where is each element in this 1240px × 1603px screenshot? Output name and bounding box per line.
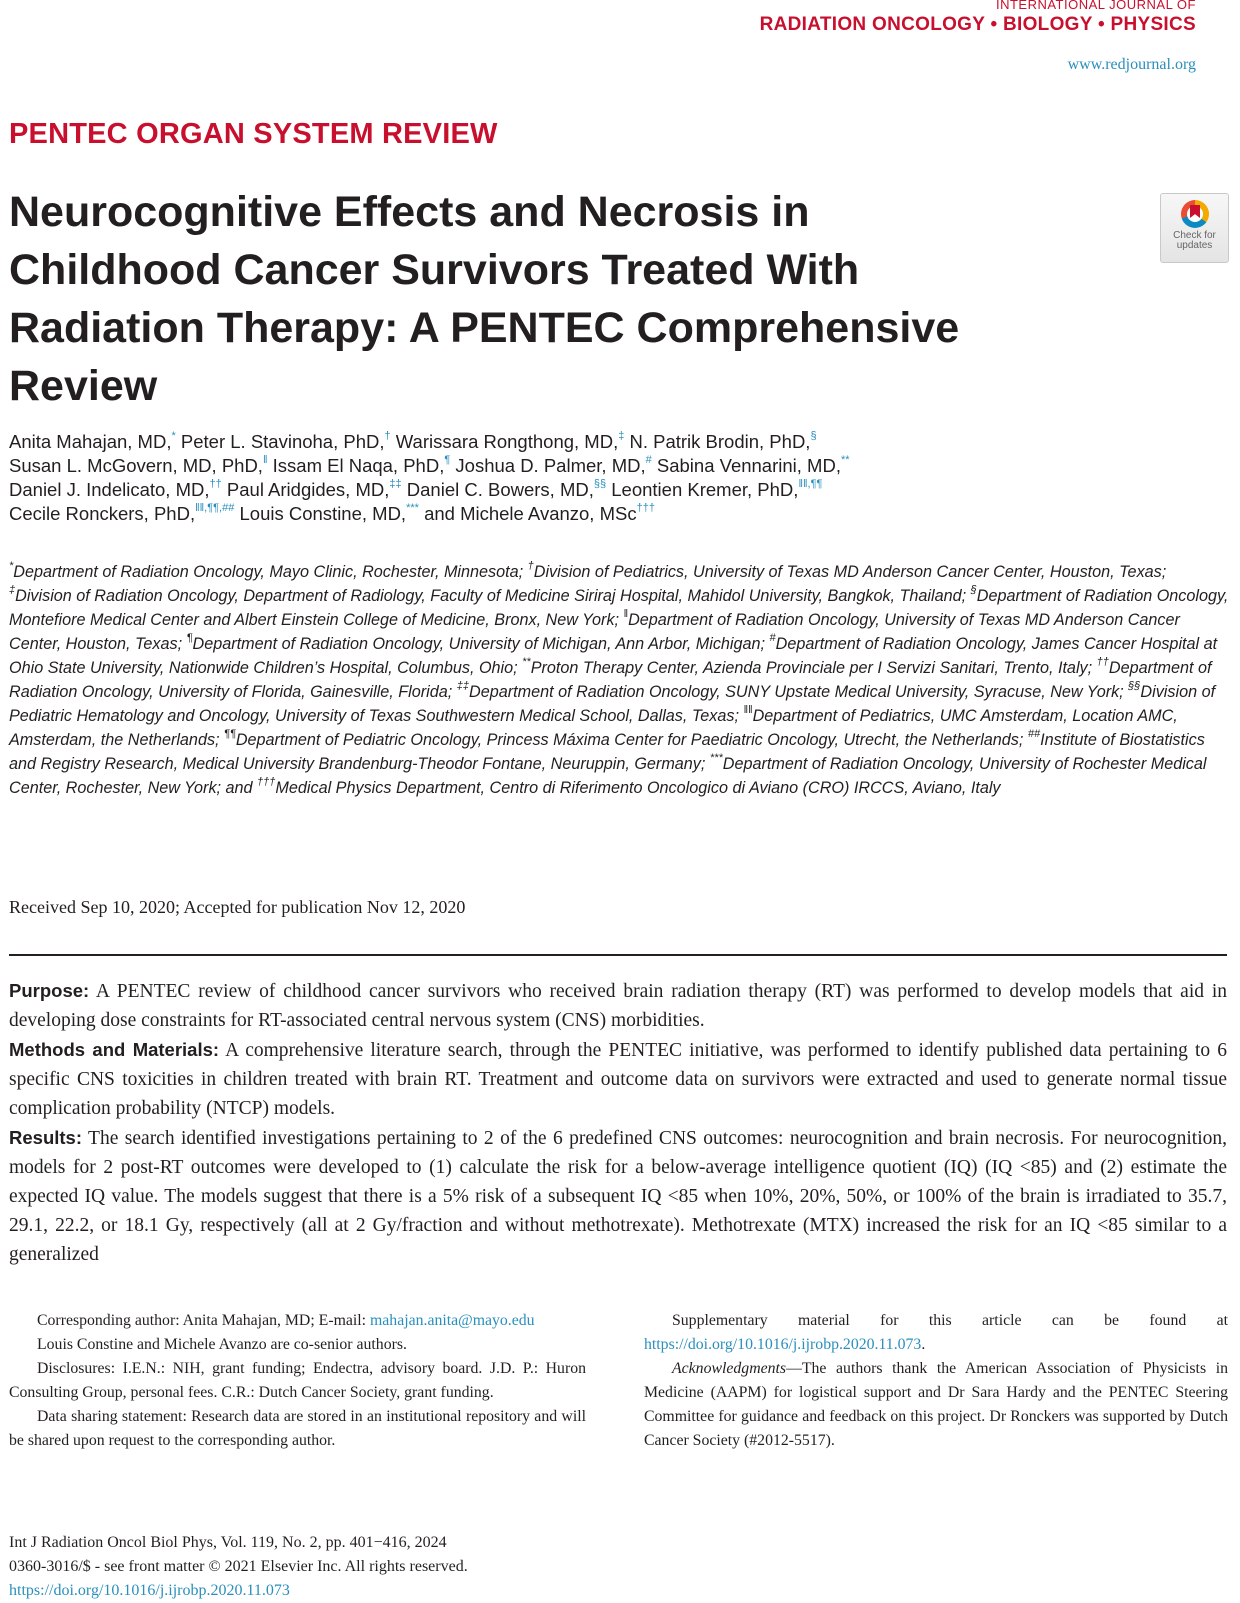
affiliation: Division of Radiation Oncology, Department of Radiology, Faculty of Medicine Siriraj Hospital, Mahidol University, Bangkok, Thailand; [15, 587, 971, 605]
affiliation-mark: † [527, 559, 534, 572]
affiliation-mark: §§ [1128, 679, 1141, 692]
author: Susan L. McGovern, MD, PhD, [9, 455, 263, 476]
data-sharing-statement: Data sharing statement: Research data are stored in an institutional repository and will be shared upon request to the corresponding author. [9, 1408, 586, 1449]
affiliation-mark: ¶ [186, 631, 193, 644]
abstract-section-text: A comprehensive literature search, through the PENTEC initiative, was performed to identify published data pertaining to 6 specific CNS toxicities in children treated with brain RT. Treatment and outcome data on survivors were extracted and used to generate normal tissue complication probability (NTCP) models. [9, 1040, 1228, 1119]
journal-name: RADIATION ONCOLOGY • BIOLOGY • PHYSICS [759, 14, 1196, 35]
affiliation: Institute of Biostatistics and Registry Research, Medical University Brandenburg-Theodor Fontane, Neuruppin, Germany; [9, 731, 1205, 773]
copyright-line: 0360-3016/$ - see front matter © 2021 Elsevier Inc. All rights reserved. [9, 1558, 468, 1575]
affiliation: Department of Radiation Oncology, University of Texas MD Anderson Cancer Center, Houston, Texas; [9, 611, 1180, 653]
received-dates: Received Sep 10, 2020; Accepted for publication Nov 12, 2020 [9, 897, 466, 917]
affiliation-mark[interactable]: ‖ [262, 453, 268, 466]
doi-link[interactable]: https://doi.org/10.1016/j.ijrobp.2020.11.073 [9, 1582, 290, 1599]
citation-line: Int J Radiation Oncol Biol Phys, Vol. 119, No. 2, pp. 401−416, 2024 [9, 1534, 447, 1551]
affiliation-mark[interactable]: *** [406, 501, 419, 514]
abstract [9, 976, 1227, 1269]
affiliation: Proton Therapy Center, Azienda Provinciale per I Servizi Sanitari, Trento, Italy; [530, 659, 1097, 677]
author: Anita Mahajan, MD, [9, 431, 172, 452]
author: Paul Aridgides, MD, [226, 479, 390, 500]
affiliation-mark[interactable]: †† [209, 477, 222, 490]
author: Joshua D. Palmer, MD, [455, 455, 646, 476]
affiliation-mark[interactable]: §§ [593, 477, 607, 490]
affiliation-mark: *** [709, 751, 723, 764]
affiliation-mark: ††† [257, 775, 276, 788]
acknowledgments: Acknowledgments—The authors thank the American Association of Physicists in Medicine (AAPM) for logistical support and Dr Sara Hardy and the PENTEC Steering Committee for guidance and feedback on this project. Dr Ronckers was supported by Dutch Cancer Society (#2012-5517). [644, 1360, 1228, 1449]
affiliation-mark: * [9, 559, 14, 572]
disclosures: Disclosures: I.E.N.: NIH, grant funding; Endectra, advisory board. J.D. P.: Huron Consulting Group, personal fees. C.R.: Dutch Cancer Society, grant funding. [9, 1360, 586, 1401]
affiliation-mark[interactable]: ¶ [444, 453, 451, 466]
affiliation: Medical Physics Department, Centro di Riferimento Oncologico di Aviano (CRO) IRCCS, Aviano, Italy [275, 779, 1001, 797]
affiliation-mark: ‖‖ [743, 703, 753, 716]
affiliation-mark[interactable]: ‖‖,¶¶ [798, 477, 823, 490]
affiliation: Department of Radiation Oncology, SUNY Upstate Medical University, Syracuse, New York; [469, 683, 1129, 701]
author-list [9, 430, 1209, 526]
citation-footer [9, 1531, 468, 1603]
abstract-section-text: The search identified investigations pertaining to 2 of the 6 predefined CNS outcomes: neurocognition and brain necrosis. For neurocognition, models for 2 post-RT outcomes were developed to (1) calculate the risk for a below-average intelligence quotient (IQ) (IQ <85) and (2) estimate the expected IQ value. The models suggest that there is a 5% risk of a subsequent IQ <85 when 10%, 20%, 50%, or 100% of the brain is irradiated to 35.7, 29.1, 22.2, or 18.1 Gy, respectively (all at 2 Gy/fraction and without methotrexate). Methotrexate (MTX) increased the risk for an IQ <85 similar to a generalized [9, 1128, 1227, 1265]
affiliation: Department of Radiation Oncology, Montefiore Medical Center and Albert Einstein College of Medicine, Bronx, New York; [9, 587, 1229, 629]
journal-name-small: INTERNATIONAL JOURNAL OF [995, 0, 1196, 12]
acknowledgments-label: Acknowledgments [672, 1360, 787, 1377]
affiliation: Division of Pediatric Hematology and Oncology, University of Texas Southwestern Medical School, Dallas, Texas; [9, 683, 1216, 725]
author: Issam El Naqa, PhD, [272, 455, 445, 476]
section-label: PENTEC ORGAN SYSTEM REVIEW [9, 118, 498, 150]
affiliation: Department of Pediatric Oncology, Princess Máxima Center for Paediatric Oncology, Utrecht, the Netherlands; [235, 731, 1028, 749]
author: Daniel C. Bowers, MD, [406, 479, 594, 500]
journal-url-link[interactable]: www.redjournal.org [1067, 56, 1196, 73]
affiliation-mark: ** [522, 655, 531, 668]
author: Daniel J. Indelicato, MD, [9, 479, 210, 500]
check-for-updates-label: Check for updates [1173, 230, 1216, 251]
supplementary-note: Supplementary material for this article can be found at https://doi.org/10.1016/j.ijrobp.2020.11.073. [644, 1312, 1228, 1353]
abstract-section-label: Methods and Materials: [9, 1039, 220, 1060]
affiliation-mark[interactable]: # [645, 453, 652, 466]
footnotes-right [644, 1309, 1228, 1453]
affiliation-mark: ‡‡ [456, 679, 469, 692]
author: Leontien Kremer, PhD, [611, 479, 799, 500]
affiliation-mark: # [769, 631, 776, 644]
affiliation: Department of Radiation Oncology, Mayo Clinic, Rochester, Minnesota; [13, 563, 528, 581]
abstract-section [9, 976, 1227, 1035]
affiliation-mark[interactable]: ‖‖,¶¶,## [195, 501, 235, 514]
affiliation: Department of Radiation Oncology, James Cancer Hospital at Ohio State University, Nationwide Children’s Hospital, Columbus, Ohio; [9, 635, 1218, 677]
affiliation-mark: ## [1027, 727, 1041, 740]
affiliations [9, 560, 1229, 800]
affiliation-mark: § [970, 583, 977, 596]
supplementary-link[interactable]: https://doi.org/10.1016/j.ijrobp.2020.11.073 [644, 1336, 922, 1353]
affiliation-mark[interactable]: ††† [636, 501, 655, 514]
corresponding-author: Corresponding author: Anita Mahajan, MD; E-mail: mahajan.anita@mayo.edu [37, 1312, 535, 1329]
affiliation-mark[interactable]: * [171, 429, 176, 442]
footnotes-left [9, 1309, 586, 1453]
article-title: Neurocognitive Effects and Necrosis in Childhood Cancer Survivors Treated With Radiation Therapy: A PENTEC Comprehensive Review [9, 188, 960, 410]
affiliation-mark[interactable]: ‡‡ [389, 477, 402, 490]
affiliation: Division of Pediatrics, University of Texas MD Anderson Cancer Center, Houston, Texas; [533, 563, 1167, 581]
affiliation: Department of Pediatrics, UMC Amsterdam, Location AMC, Amsterdam, the Netherlands; [9, 707, 1178, 749]
author: Peter L. Stavinoha, PhD, [180, 431, 385, 452]
author: N. Patrik Brodin, PhD, [629, 431, 811, 452]
affiliation-mark: ‡ [9, 583, 16, 596]
abstract-section-label: Results: [9, 1127, 82, 1148]
affiliation: Department of Radiation Oncology, University of Florida, Gainesville, Florida; [9, 659, 1212, 701]
affiliation-mark: ¶¶ [224, 727, 236, 740]
affiliation-mark[interactable]: ** [840, 453, 850, 466]
affiliation-mark: ‖ [623, 607, 629, 620]
abstract-section [9, 1123, 1227, 1269]
divider [9, 954, 1227, 956]
check-for-updates-button[interactable] [1160, 193, 1229, 263]
affiliation-mark[interactable]: † [384, 429, 391, 442]
author: Cecile Ronckers, PhD, [9, 503, 196, 524]
email-link[interactable]: mahajan.anita@mayo.edu [370, 1312, 535, 1329]
author: Sabina Vennarini, MD, [656, 455, 841, 476]
affiliation-mark[interactable]: § [810, 429, 817, 442]
author: and Michele Avanzo, MSc [424, 503, 637, 524]
co-senior-note: Louis Constine and Michele Avanzo are co-senior authors. [37, 1336, 407, 1353]
abstract-section-label: Purpose: [9, 980, 90, 1001]
affiliation-mark: †† [1096, 655, 1109, 668]
affiliation: Department of Radiation Oncology, University of Michigan, Ann Arbor, Michigan; [192, 635, 770, 653]
abstract-section-text: A PENTEC review of childhood cancer survivors who received brain radiation therapy (RT) was performed to develop models that aid in developing dose constraints for RT-associated central nervous system (CNS) morbidities. [9, 981, 1227, 1031]
author: Louis Constine, MD, [239, 503, 407, 524]
affiliation-mark[interactable]: ‡ [618, 429, 625, 442]
abstract-section [9, 1035, 1227, 1123]
author: Warissara Rongthong, MD, [395, 431, 619, 452]
affiliation: Department of Radiation Oncology, University of Rochester Medical Center, Rochester, New York; and [9, 755, 1207, 797]
